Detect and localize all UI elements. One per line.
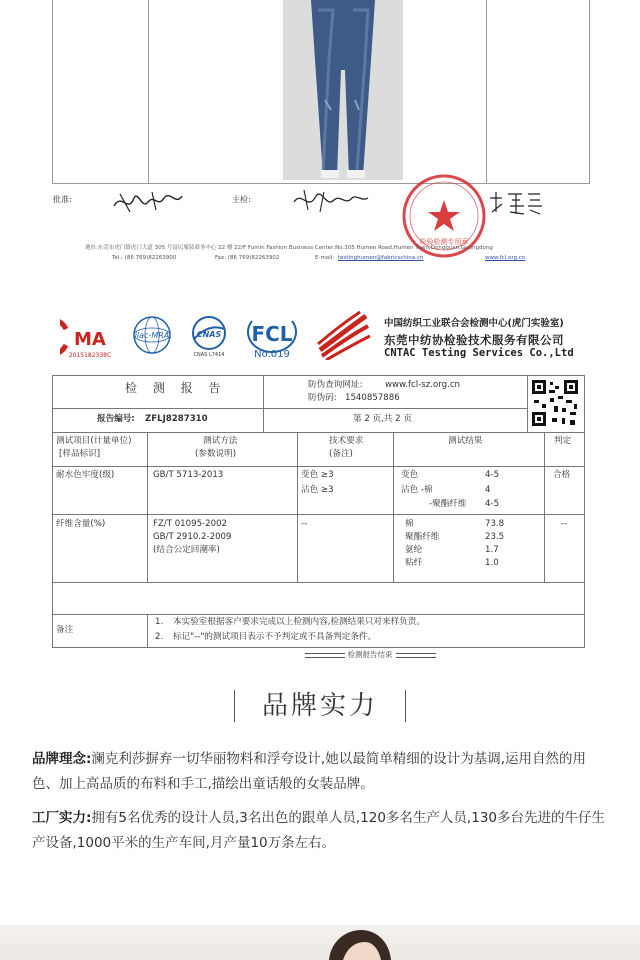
org-name-en: CNTAC Testing Services Co.,Ltd — [384, 347, 574, 359]
anti-fake-code-label: 防伪码: — [308, 393, 337, 403]
row2-method-3: (结合公定回潮率) — [153, 545, 220, 555]
factory-strength-text: 拥有5名优秀的设计人员,3名出色的跟单人员,120多名生产人员,130多台先进的牛仔生产设备,1000平米的生产车间,月产量10万条左右。 — [32, 810, 605, 851]
page-info: 第 2 页,共 2 页 — [353, 414, 412, 424]
row2-req: -- — [301, 519, 308, 529]
header-method-sub: (参数说明) — [195, 449, 237, 459]
website-link[interactable]: www.fcl.org.cn — [485, 255, 526, 261]
row2-method-2: GB/T 2910.2-2009 — [153, 532, 232, 542]
remark-2-number: 2. — [155, 632, 164, 642]
row1-req-2: 沾色 ≥3 — [301, 485, 334, 495]
remark-1: 本实验室根据客户要求完成以上检测内容,检测结果只对来样负责。 — [173, 617, 425, 627]
row1-res-1-value: 4-5 — [485, 470, 500, 480]
row2-fiber-value: 23.5 — [485, 532, 505, 542]
cnas-number: CNAS L7414 — [193, 352, 225, 358]
brand-concept-paragraph — [32, 747, 612, 797]
row1-item: 耐水色牢度(级) — [56, 470, 115, 480]
report-no: ZFLJ8287310 — [145, 414, 208, 424]
row1-res-3-label: -聚酯纤维 — [429, 499, 467, 509]
row2-fiber-label: 氨纶 — [405, 545, 423, 555]
fcl-logo — [242, 315, 302, 361]
frame-divider-left — [148, 0, 149, 183]
telephone: Tel.: (86 769)82263900 — [112, 255, 177, 261]
row2-fiber-label: 棉 — [405, 519, 414, 529]
header-result: 测试结果 — [448, 436, 483, 446]
cma-logo-text: MA — [74, 329, 106, 350]
qr-code[interactable] — [530, 378, 580, 428]
row1-req-1: 变色 ≥3 — [301, 470, 334, 480]
row2-method-1: FZ/T 01095-2002 — [153, 519, 228, 529]
model-photo-top — [0, 925, 640, 960]
remark-2: 标记"--"的测试项目表示不予判定或不具备判定条件。 — [173, 632, 377, 642]
cnas-text: CNAS — [196, 330, 222, 339]
row2-item: 纤维含量(%) — [56, 519, 106, 529]
report-title: 检 测 报 告 — [125, 381, 227, 395]
svg-text:检验检测专用章: 检验检测专用章 — [419, 238, 469, 246]
cma-logo — [60, 315, 120, 359]
remarks-label: 备注 — [56, 625, 74, 635]
ilac-mra-text: ilac-MRA — [134, 331, 170, 340]
anti-fake-code: 1540857886 — [345, 393, 400, 403]
header-method: 测试方法 — [203, 436, 238, 446]
factory-strength-paragraph — [32, 806, 612, 856]
header-item: 测试项目(计量单位) — [56, 436, 132, 446]
model-hair — [325, 928, 395, 960]
address-line: 地址:东莞市虎门镇虎门大道 305 号富民服装商务中心 22 楼 22/F Fumin Fashion Business Center,No.305 Humen Road,Humen Town,Dongguan,Guangdong — [85, 245, 493, 251]
report-end-line — [300, 649, 440, 660]
brand-concept-text: 澜克利莎摒弃一切华丽物料和浮夸设计,她以最简单精细的设计为基调,运用自然的用色、加上高品质的布料和手工,描绘出童话般的女装品牌。 — [32, 751, 586, 792]
org-name-cn-1: 中国纺织工业联合会检测中心(虎门实验室) — [384, 318, 564, 329]
auditor-signature — [290, 184, 370, 218]
cma-number: 2015182338C — [68, 352, 112, 359]
row1-method: GB/T 5713-2013 — [153, 470, 224, 480]
jeans-sample-photo — [283, 0, 403, 180]
header-item-sub: [样品标识] — [59, 449, 101, 459]
remark-1-number: 1. — [155, 617, 164, 627]
anti-fake-url-label: 防伪查询网址: — [308, 380, 363, 390]
row2-judgment: -- — [561, 519, 568, 529]
row2-fiber-label: 粘纤 — [405, 558, 423, 568]
anti-fake-url[interactable]: www.fcl-sz.org.cn — [385, 380, 460, 390]
cntac-swirl-logo — [316, 310, 372, 360]
row1-res-2-value: 4 — [485, 485, 491, 495]
fax: Fax: (86 769)82263902 — [215, 255, 280, 261]
row2-fiber-value: 73.8 — [485, 519, 505, 529]
row1-res-1-label: 变色 — [401, 470, 419, 480]
report-no-label: 报告编号: — [97, 414, 135, 424]
approver-signature — [108, 184, 188, 218]
frame-divider-right — [486, 0, 487, 183]
brand-concept-label: 品牌理念: — [32, 751, 92, 767]
cnas-logo — [184, 315, 234, 359]
factory-strength-label: 工厂实力: — [32, 810, 92, 826]
email-label: E-mail: — [315, 255, 335, 261]
report-end-text: 检测报告结束 — [347, 650, 393, 659]
row1-judgment: 合格 — [553, 470, 571, 480]
title-divider-right — [405, 690, 406, 722]
row1-res-2-label: 沾色 -棉 — [401, 485, 433, 495]
header-requirement-sub: (备注) — [329, 449, 353, 459]
ilac-mra-logo — [127, 315, 177, 359]
fcl-number: No.019 — [254, 349, 290, 360]
org-name-cn-2: 东莞中纺协检验技术服务有限公司 — [384, 333, 564, 347]
row2-fiber-label: 聚酯纤维 — [405, 532, 440, 542]
third-signature — [488, 188, 544, 216]
row2-fiber-value: 1.7 — [485, 545, 499, 555]
row1-res-3-value: 4-5 — [485, 499, 500, 509]
fcl-logo-text: FCL — [251, 322, 293, 346]
header-requirement: 技术要求 — [329, 436, 364, 446]
test-report-table — [52, 375, 585, 648]
row2-fiber-value: 1.0 — [485, 558, 499, 568]
brand-section-title: 品牌实力 — [261, 691, 378, 721]
email-link[interactable]: testinghumen@fabricschina.cn — [338, 255, 424, 261]
audit-label: 主检: — [232, 195, 251, 204]
approve-label: 批准: — [53, 195, 72, 204]
header-judgment: 判定 — [554, 436, 572, 446]
